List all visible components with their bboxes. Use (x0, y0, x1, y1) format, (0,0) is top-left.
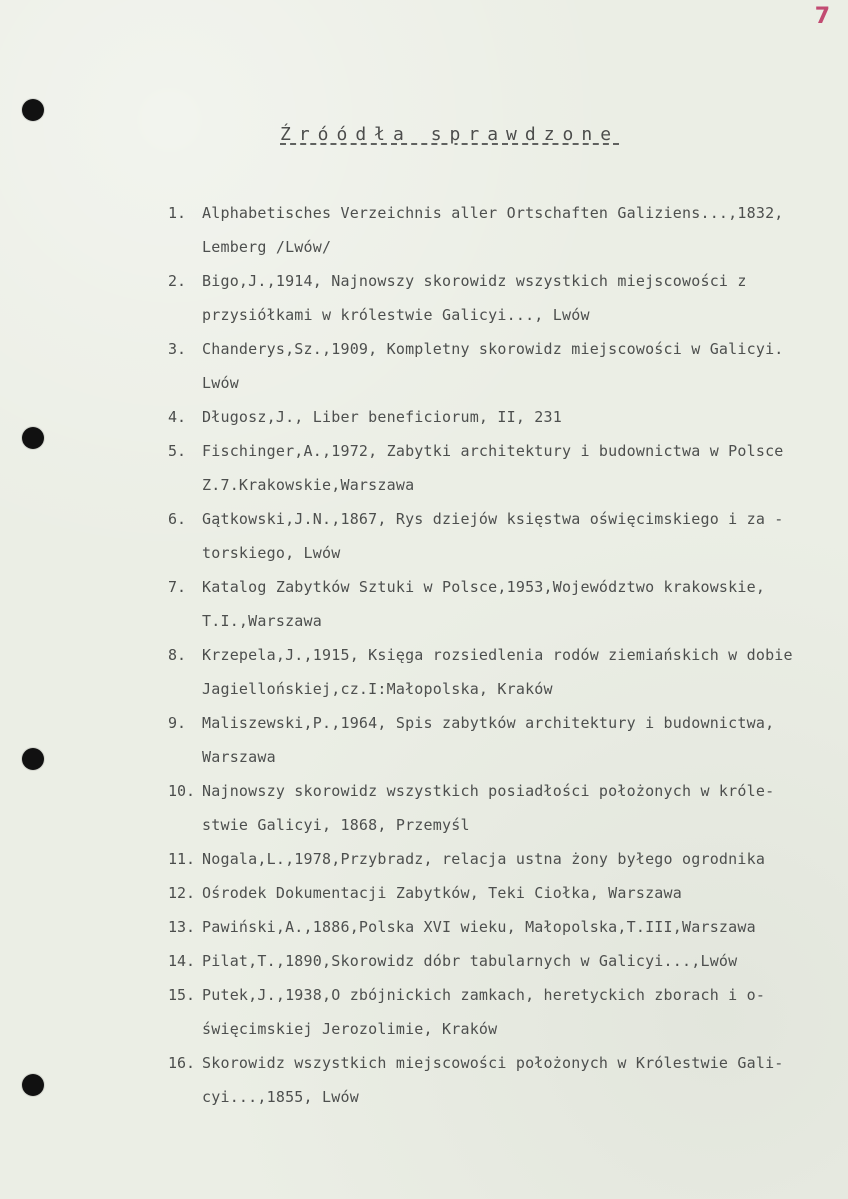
entry-line: Lemberg /Lwów/ (202, 238, 332, 256)
entry-line: Jagiellońskiej,cz.I:Małopolska, Kraków (202, 680, 553, 698)
entry-line: Maliszewski,P.,1964, Spis zabytków architektury i budownictwa, (202, 714, 775, 732)
entry-number: 15. (168, 986, 196, 1004)
entry-number: 10. (168, 782, 196, 800)
list-item (168, 774, 844, 842)
entry-number: 13. (168, 918, 196, 936)
entry-line: Długosz,J., Liber beneficiorum, II, 231 (202, 408, 562, 426)
entry-text (202, 944, 844, 978)
entry-line: cyi...,1855, Lwów (202, 1088, 359, 1106)
entry-line: Chanderys,Sz.,1909, Kompletny skorowidz miejscowości w Galicyi. (202, 340, 784, 358)
entry-line: Skorowidz wszystkich miejscowości położonych w Królestwie Gali- (202, 1054, 784, 1072)
entry-line: T.I.,Warszawa (202, 612, 322, 630)
entry-text (202, 910, 844, 944)
entry-number: 16. (168, 1054, 196, 1072)
entry-number: 2. (168, 272, 187, 290)
entry-text (202, 502, 844, 570)
entry-line: Bigo,J.,1914, Najnowszy skorowidz wszystkich miejscowości z (202, 272, 747, 290)
list-item (168, 196, 844, 264)
entry-number: 8. (168, 646, 187, 664)
entry-text (202, 1046, 844, 1114)
entry-text (202, 774, 844, 842)
list-item (168, 910, 844, 944)
entry-number: 12. (168, 884, 196, 902)
list-item (168, 434, 844, 502)
entry-line: Pilat,T.,1890,Skorowidz dóbr tabularnych w Galicyi...,Lwów (202, 952, 738, 970)
entry-text (202, 400, 844, 434)
list-item (168, 842, 844, 876)
entry-line: Putek,J.,1938,O zbójnickich zamkach, heretyckich zborach i o- (202, 986, 766, 1004)
entry-text (202, 434, 844, 502)
entry-line: Katalog Zabytków Sztuki w Polsce,1953,Województwo krakowskie, (202, 578, 766, 596)
list-item (168, 638, 844, 706)
entry-text (202, 706, 844, 774)
entry-line: Krzepela,J.,1915, Księga rozsiedlenia rodów ziemiańskich w dobie (202, 646, 793, 664)
list-item (168, 706, 844, 774)
punch-hole (22, 99, 44, 121)
entry-line: Nogala,L.,1978,Przybradz, relacja ustna żony byłego ogrodnika (202, 850, 766, 868)
entry-line: święcimskiej Jerozolimie, Kraków (202, 1020, 498, 1038)
entry-number: 5. (168, 442, 187, 460)
list-item (168, 400, 844, 434)
entry-text (202, 978, 844, 1046)
list-item (168, 332, 844, 400)
entry-line: Alphabetisches Verzeichnis aller Ortschaften Galiziens...,1832, (202, 204, 784, 222)
entry-line: Z.7.Krakowskie,Warszawa (202, 476, 415, 494)
list-item (168, 502, 844, 570)
entry-line: torskiego, Lwów (202, 544, 341, 562)
entry-text (202, 842, 844, 876)
entry-line: stwie Galicyi, 1868, Przemyśl (202, 816, 470, 834)
list-item (168, 264, 844, 332)
entry-line: Pawiński,A.,1886,Polska XVI wieku, Małopolska,T.III,Warszawa (202, 918, 756, 936)
entry-line: przysiółkami w królestwie Galicyi..., Lwów (202, 306, 590, 324)
entry-line: Lwów (202, 374, 239, 392)
entry-text (202, 332, 844, 400)
entry-line: Ośrodek Dokumentacji Zabytków, Teki Ciołka, Warszawa (202, 884, 682, 902)
entry-text (202, 196, 844, 264)
list-item (168, 978, 844, 1046)
list-item (168, 876, 844, 910)
punch-hole (22, 748, 44, 770)
entry-number: 4. (168, 408, 187, 426)
entry-line: Gątkowski,J.N.,1867, Rys dziejów księstwa oświęcimskiego i za - (202, 510, 784, 528)
entry-text (202, 638, 844, 706)
entry-line: Najnowszy skorowidz wszystkich posiadłości położonych w króle- (202, 782, 775, 800)
entry-number: 3. (168, 340, 187, 358)
entry-number: 14. (168, 952, 196, 970)
list-item (168, 570, 844, 638)
punch-hole (22, 427, 44, 449)
punch-hole (22, 1074, 44, 1096)
list-item (168, 1046, 844, 1114)
entry-text (202, 264, 844, 332)
entry-line: Fischinger,A.,1972, Zabytki architektury i budownictwa w Polsce (202, 442, 784, 460)
references-list (168, 196, 844, 1114)
document-title: Źróódła sprawdzone (280, 124, 620, 145)
entry-text (202, 876, 844, 910)
entry-line: Warszawa (202, 748, 276, 766)
entry-text (202, 570, 844, 638)
entry-number: 11. (168, 850, 196, 868)
entry-number: 1. (168, 204, 187, 222)
entry-number: 9. (168, 714, 187, 732)
list-item (168, 944, 844, 978)
entry-number: 7. (168, 578, 187, 596)
entry-number: 6. (168, 510, 187, 528)
page-number: 7 (814, 4, 830, 29)
